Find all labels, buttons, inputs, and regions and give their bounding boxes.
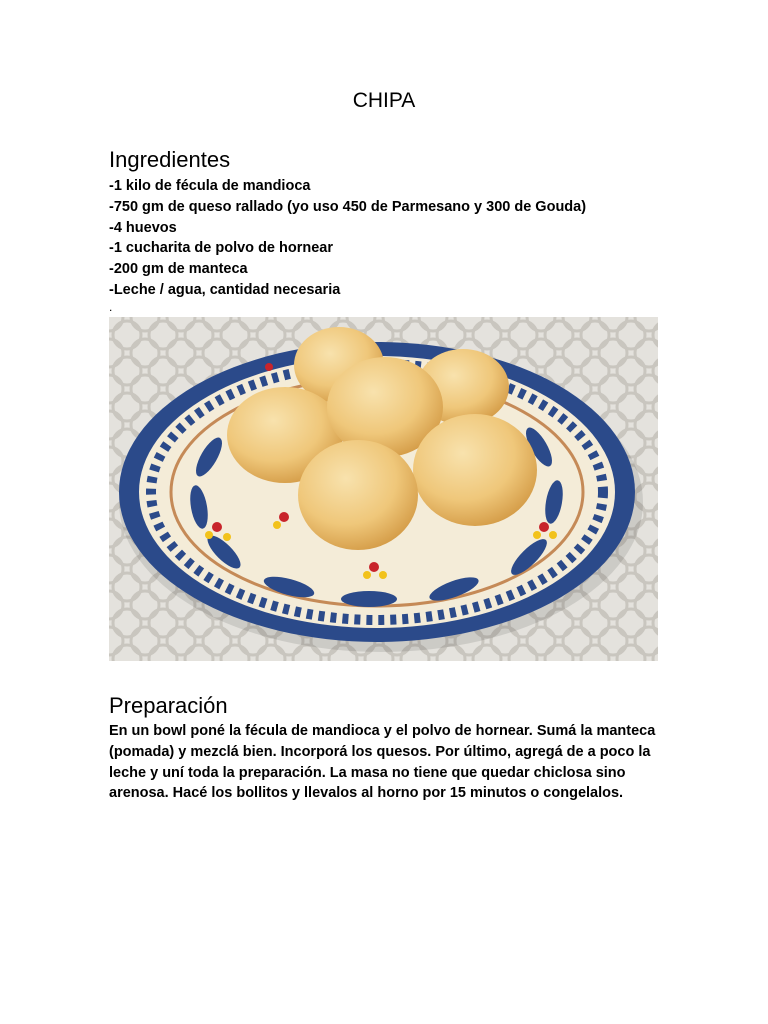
chipa-plate-photo xyxy=(109,317,658,661)
ingredient-item: -200 gm de manteca xyxy=(109,261,248,278)
ingredient-item: -1 kilo de fécula de mandioca xyxy=(109,178,311,194)
preparation-heading: Preparación xyxy=(109,693,228,718)
page-title: CHIPA xyxy=(352,89,416,112)
photo-illustration xyxy=(109,317,658,661)
ingredient-list xyxy=(109,176,586,301)
chipa-roll xyxy=(413,414,537,526)
ingredient-item: -Leche / agua, cantidad necesaria xyxy=(109,281,341,298)
ingredients-heading: Ingredientes xyxy=(109,147,231,172)
chipa-roll xyxy=(298,440,418,550)
ingredient-item: -750 gm de queso rallado (yo uso 450 de Parmesano y 300 de Gouda) xyxy=(109,198,587,215)
ingredient-item: -4 huevos xyxy=(109,219,177,236)
trailing-mark: . xyxy=(109,300,113,314)
preparation-text: En un bowl poné la fécula de mandioca y el polvo de hornear. Sumá la manteca (pomada) y mezclá bien. Incorporá los quesos. Por último, agregá de a poco la leche y uní toda la preparación. La masa no tiene que quedar chiclosa sino arenosa. Hacé los bollitos y llevalos al horno por 15 minutos o congelalos. xyxy=(109,723,656,802)
ingredient-item: -1 cucharita de polvo de hornear xyxy=(109,240,333,257)
